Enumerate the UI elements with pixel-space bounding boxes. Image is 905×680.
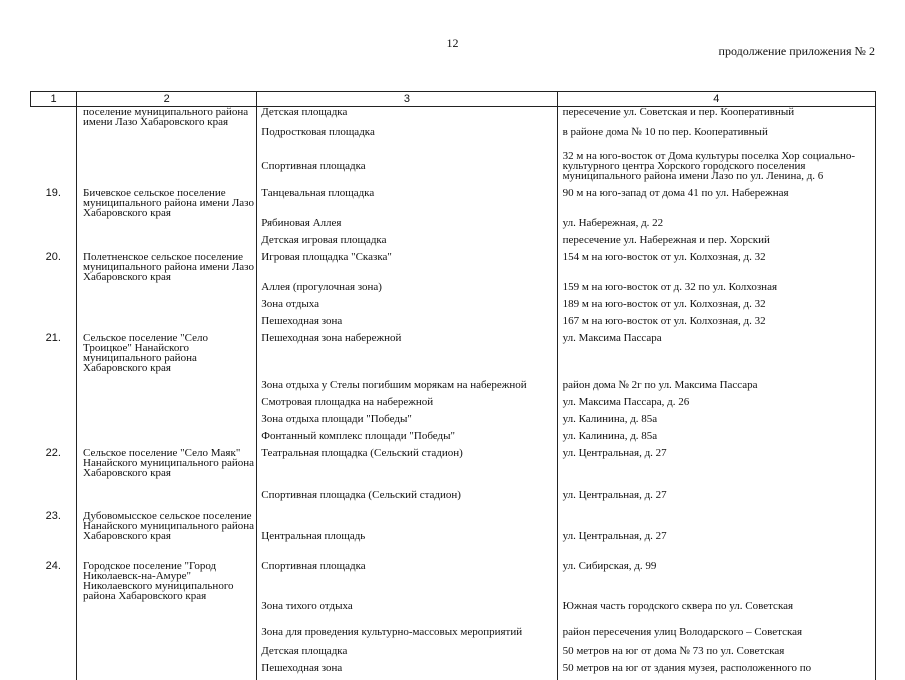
place-location: пересечение ул. Набережная и пер. Хорский <box>557 235 875 252</box>
header-col-2: 2 <box>77 92 257 107</box>
row-number: 24. <box>45 560 61 572</box>
place-name: Центральная площадь <box>257 511 557 561</box>
table-row <box>31 431 876 448</box>
row-number <box>31 144 77 188</box>
row-number <box>31 218 77 235</box>
settlement-name: Дубовомысское сельское поселение Нанайского муниципального района Хабаровского края <box>77 511 257 561</box>
place-location: ул. Центральная, д. 27 <box>557 478 875 511</box>
settlement-name <box>77 646 257 663</box>
place-location: 159 м на юго-восток от д. 32 по ул. Колхозная <box>557 282 875 299</box>
row-number <box>31 107 77 128</box>
place-name: Зона для проведения культурно-массовых мероприятий <box>257 618 557 646</box>
place-name: Пешеходная зона набережной <box>257 333 557 373</box>
row-number <box>31 618 77 646</box>
table-row <box>31 414 876 431</box>
place-name: Детская игровая площадка <box>257 235 557 252</box>
place-location: ул. Центральная, д. 27 <box>557 448 875 478</box>
place-name: Пешеходная зона <box>257 663 557 680</box>
place-name: Пешеходная зона <box>257 316 557 333</box>
place-location: ул. Набережная, д. 22 <box>557 218 875 235</box>
settlement-name <box>77 373 257 397</box>
place-location: в районе дома № 10 по пер. Кооперативный <box>557 127 875 144</box>
place-location: ул. Максима Пассара, д. 26 <box>557 397 875 414</box>
table-row <box>31 397 876 414</box>
place-name: Спортивная площадка (Сельский стадион) <box>257 478 557 511</box>
header-col-1: 1 <box>31 92 77 107</box>
place-location: 50 метров на юг от дома № 73 по ул. Советская <box>557 646 875 663</box>
place-location: ул. Калинина, д. 85а <box>557 431 875 448</box>
table-row <box>31 188 876 218</box>
table-row <box>31 373 876 397</box>
row-number: 21. <box>45 332 61 344</box>
place-location: 189 м на юго-восток от ул. Колхозная, д. 32 <box>557 299 875 316</box>
place-location: 167 м на юго-восток от ул. Колхозная, д. 32 <box>557 316 875 333</box>
table-row <box>31 478 876 511</box>
place-location: Южная часть городского сквера по ул. Советская <box>557 601 875 618</box>
table-row <box>31 663 876 680</box>
settlement-name: Полетненское сельское поселение муниципального района имени Лазо Хабаровского края <box>77 252 257 282</box>
settlement-name <box>77 299 257 316</box>
settlement-name <box>77 127 257 144</box>
place-location: ул. Калинина, д. 85а <box>557 414 875 431</box>
settlement-name: Сельское поселение "Село Троицкое" Нанайского муниципального района Хабаровского края <box>77 333 257 373</box>
table-row <box>31 333 876 373</box>
table-row <box>31 127 876 144</box>
settlement-name <box>77 397 257 414</box>
settlement-name: поселение муниципального района имени Лазо Хабаровского края <box>77 107 257 128</box>
table-header-row <box>31 92 876 107</box>
table-row <box>31 316 876 333</box>
settlement-name <box>77 144 257 188</box>
row-number <box>31 235 77 252</box>
header-col-4: 4 <box>557 92 875 107</box>
place-location: 90 м на юго-запад от дома 41 по ул. Набережная <box>557 188 875 218</box>
table-row <box>31 618 876 646</box>
header-col-3: 3 <box>257 92 557 107</box>
place-name: Театральная площадка (Сельский стадион) <box>257 448 557 478</box>
table-row <box>31 235 876 252</box>
table-row <box>31 601 876 618</box>
settlement-name <box>77 618 257 646</box>
row-number: 23. <box>45 510 61 522</box>
settlement-name <box>77 431 257 448</box>
settlement-name <box>77 235 257 252</box>
place-location: ул. Центральная, д. 27 <box>557 511 875 561</box>
table-row <box>31 107 876 128</box>
place-name: Рябиновая Аллея <box>257 218 557 235</box>
table-row <box>31 448 876 478</box>
settlement-name <box>77 601 257 618</box>
place-name: Спортивная площадка <box>257 561 557 601</box>
table-row <box>31 282 876 299</box>
row-number <box>31 431 77 448</box>
settlement-name <box>77 663 257 680</box>
appendix-table <box>30 91 876 680</box>
place-name: Зона отдыха у Стелы погибшим морякам на набережной <box>257 373 557 397</box>
row-number <box>31 397 77 414</box>
place-name: Смотровая площадка на набережной <box>257 397 557 414</box>
row-number <box>31 373 77 397</box>
row-number <box>31 601 77 618</box>
place-location: 50 метров на юг от здания музея, расположенного по <box>557 663 875 680</box>
place-name: Зона отдыха <box>257 299 557 316</box>
settlement-name: Сельское поселение "Село Маяк" Нанайского муниципального района Хабаровского края <box>77 448 257 478</box>
place-location: пересечение ул. Советская и пер. Кооперативный <box>557 107 875 128</box>
continuation-note: продолжение приложения № 2 <box>718 44 875 58</box>
row-number <box>31 127 77 144</box>
table-row <box>31 299 876 316</box>
place-location: район пересечения улиц Володарского – Советская <box>557 618 875 646</box>
table-row <box>31 252 876 282</box>
settlement-name <box>77 414 257 431</box>
place-name: Аллея (прогулочная зона) <box>257 282 557 299</box>
row-number <box>31 478 77 511</box>
place-name: Зона отдыха площади "Победы" <box>257 414 557 431</box>
table-row <box>31 511 876 561</box>
place-location: 32 м на юго-восток от Дома культуры поселка Хор социально-культурного центра Хорского городского поселения муниципального района имени Лазо по ул. Ленина, д. 6 <box>557 144 875 188</box>
place-name: Зона тихого отдыха <box>257 601 557 618</box>
place-location: 154 м на юго-восток от ул. Колхозная, д. 32 <box>557 252 875 282</box>
place-name: Фонтанный комплекс площади "Победы" <box>257 431 557 448</box>
settlement-name: Бичевское сельское поселение муниципального района имени Лазо Хабаровского края <box>77 188 257 218</box>
place-name: Детская площадка <box>257 646 557 663</box>
settlement-name: Городское поселение "Город Николаевск-на-Амуре" Николаевского муниципального района Хабаровского края <box>77 561 257 601</box>
table-row <box>31 218 876 235</box>
table-row <box>31 646 876 663</box>
place-location: ул. Сибирская, д. 99 <box>557 561 875 601</box>
settlement-name <box>77 316 257 333</box>
settlement-name <box>77 218 257 235</box>
row-number: 20. <box>45 251 61 263</box>
page-number: 12 <box>446 36 459 50</box>
row-number <box>31 663 77 680</box>
settlement-name <box>77 478 257 511</box>
place-location: ул. Максима Пассара <box>557 333 875 373</box>
table-row <box>31 144 876 188</box>
place-name: Игровая площадка "Сказка" <box>257 252 557 282</box>
place-name: Спортивная площадка <box>257 144 557 188</box>
place-name: Подростковая площадка <box>257 127 557 144</box>
row-number: 22. <box>45 447 61 459</box>
settlement-name <box>77 282 257 299</box>
row-number <box>31 282 77 299</box>
row-number <box>31 646 77 663</box>
row-number <box>31 299 77 316</box>
row-number <box>31 414 77 431</box>
table-row <box>31 561 876 601</box>
row-number: 19. <box>45 187 61 199</box>
place-name: Детская площадка <box>257 107 557 128</box>
place-location: район дома № 2г по ул. Максима Пассара <box>557 373 875 397</box>
row-number <box>31 316 77 333</box>
place-name: Танцевальная площадка <box>257 188 557 218</box>
